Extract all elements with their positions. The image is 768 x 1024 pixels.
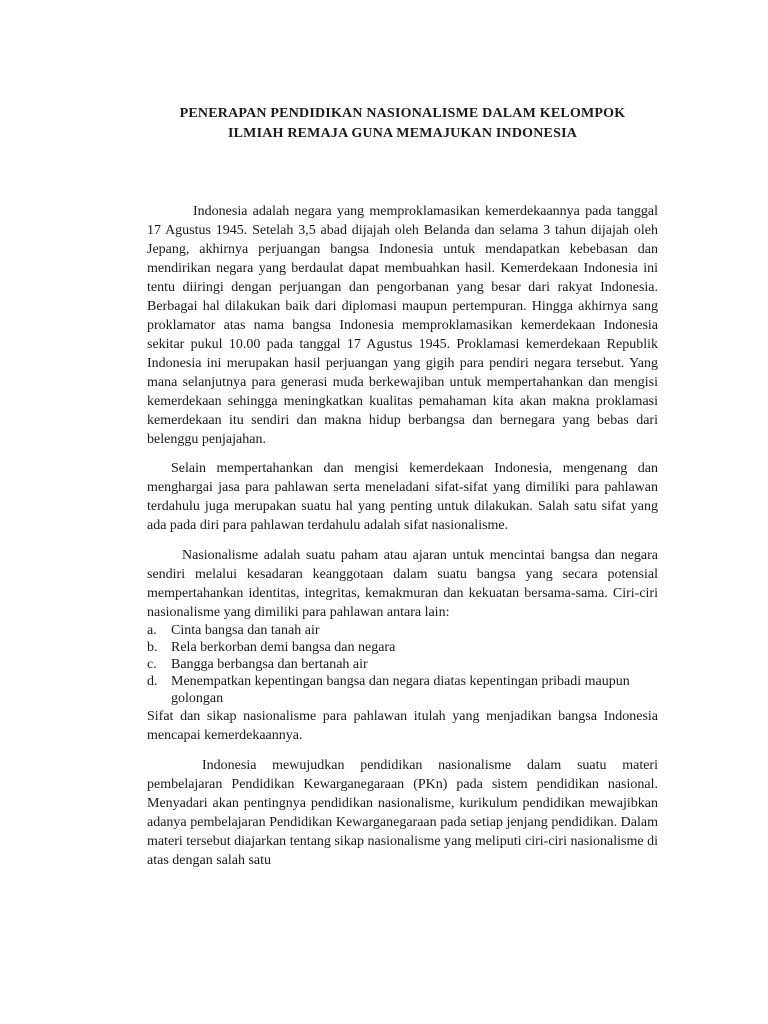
paragraph-2: Selain mempertahankan dan mengisi kemerdekaan Indonesia, mengenang dan menghargai jasa para pahlawan serta meneladani sifat-sifat yang dimiliki para pahlawan terdahulu juga merupakan suatu hal yang penting untuk dilakukan. Salah satu sifat yang ada pada diri para pahlawan terdahulu adalah sifat nasionalisme.	[147, 461, 658, 533]
list-item	[147, 673, 658, 707]
paragraph-3: Nasionalisme adalah suatu paham atau ajaran untuk mencintai bangsa dan negara sendiri melalui kesadaran keanggotaan dalam suatu bangsa yang secara potensial mempertahankan identitas, integritas, kemakmuran dan kekuatan bersama-sama. Ciri-ciri nasionalisme yang dimiliki para pahlawan antara lain:	[147, 548, 658, 620]
list-item-text: Menempatkan kepentingan bangsa dan negara diatas kepentingan pribadi maupun golongan	[171, 674, 630, 706]
list-item-text: Rela berkorban demi bangsa dan negara	[171, 640, 396, 655]
list-item	[147, 622, 658, 639]
paragraph-4: Sifat dan sikap nasionalisme para pahlawan itulah yang menjadikan bangsa Indonesia mencapai kemerdekaannya.	[147, 709, 658, 743]
list-item	[147, 639, 658, 656]
title-line-2: ILMIAH REMAJA GUNA MEMAJUKAN INDONESIA	[227, 126, 578, 141]
list-marker: d.	[147, 674, 158, 689]
paragraph-1: Indonesia adalah negara yang memproklamasikan kemerdekaannya pada tanggal 17 Agustus 1945. Setelah 3,5 abad dijajah oleh Belanda dan selama 3 tahun dijajah oleh Jepang, akhirnya perjuangan bangsa Indonesia untuk mendapatkan kebebasan dan mendirikan negara yang berdaulat dapat membuahkan hasil. Kemerdekaan Indonesia ini tentu diiringi dengan perjuangan dan pengorbanan yang besar dari rakyat Indonesia. Berbagai hal dilakukan baik dari diplomasi maupun pertempuran. Hingga akhirnya sang proklamator atas nama bangsa Indonesia memproklamasikan kemerdekaan Indonesia sekitar pukul 10.00 pada tanggal 17 Agustus 1945. Proklamasi kemerdekaan Republik Indonesia ini merupakan hasil perjuangan yang gigih para pendiri negara tersebut. Yang mana selanjutnya para generasi muda berkewajiban untuk mempertahankan dan mengisi kemerdekaan sehingga meningkatkan kualitas pemahaman kita akan makna proklamasi kemerdekaan itu sendiri dan makna hidup berbangsa dan bernegara yang bebas dari belenggu penjajahan.	[147, 204, 658, 447]
paragraph-5: Indonesia mewujudkan pendidikan nasionalisme dalam suatu materi pembelajaran Pendidikan Kewarganegaraan (PKn) pada sistem pendidikan nasional. Menyadari akan pentingnya pendidikan nasionalisme, kurikulum pendidikan mewajibkan adanya pembelajaran Pendidikan Kewarganegaraan pada setiap jenjang pendidikan. Dalam materi tersebut diajarkan tentang sikap nasionalisme yang meliputi ciri-ciri nasionalisme di atas dengan salah satu	[147, 758, 658, 868]
list-item-text: Bangga berbangsa dan bertanah air	[171, 657, 368, 672]
list-marker: a.	[147, 623, 157, 638]
document-title	[147, 104, 658, 144]
list-item	[147, 656, 658, 673]
list-marker: c.	[147, 657, 157, 672]
list-marker: b.	[147, 640, 158, 655]
title-line-1: PENERAPAN PENDIDIKAN NASIONALISME DALAM KELOMPOK	[179, 106, 626, 121]
nationalism-traits-list	[147, 622, 658, 707]
list-item-text: Cinta bangsa dan tanah air	[171, 623, 320, 638]
